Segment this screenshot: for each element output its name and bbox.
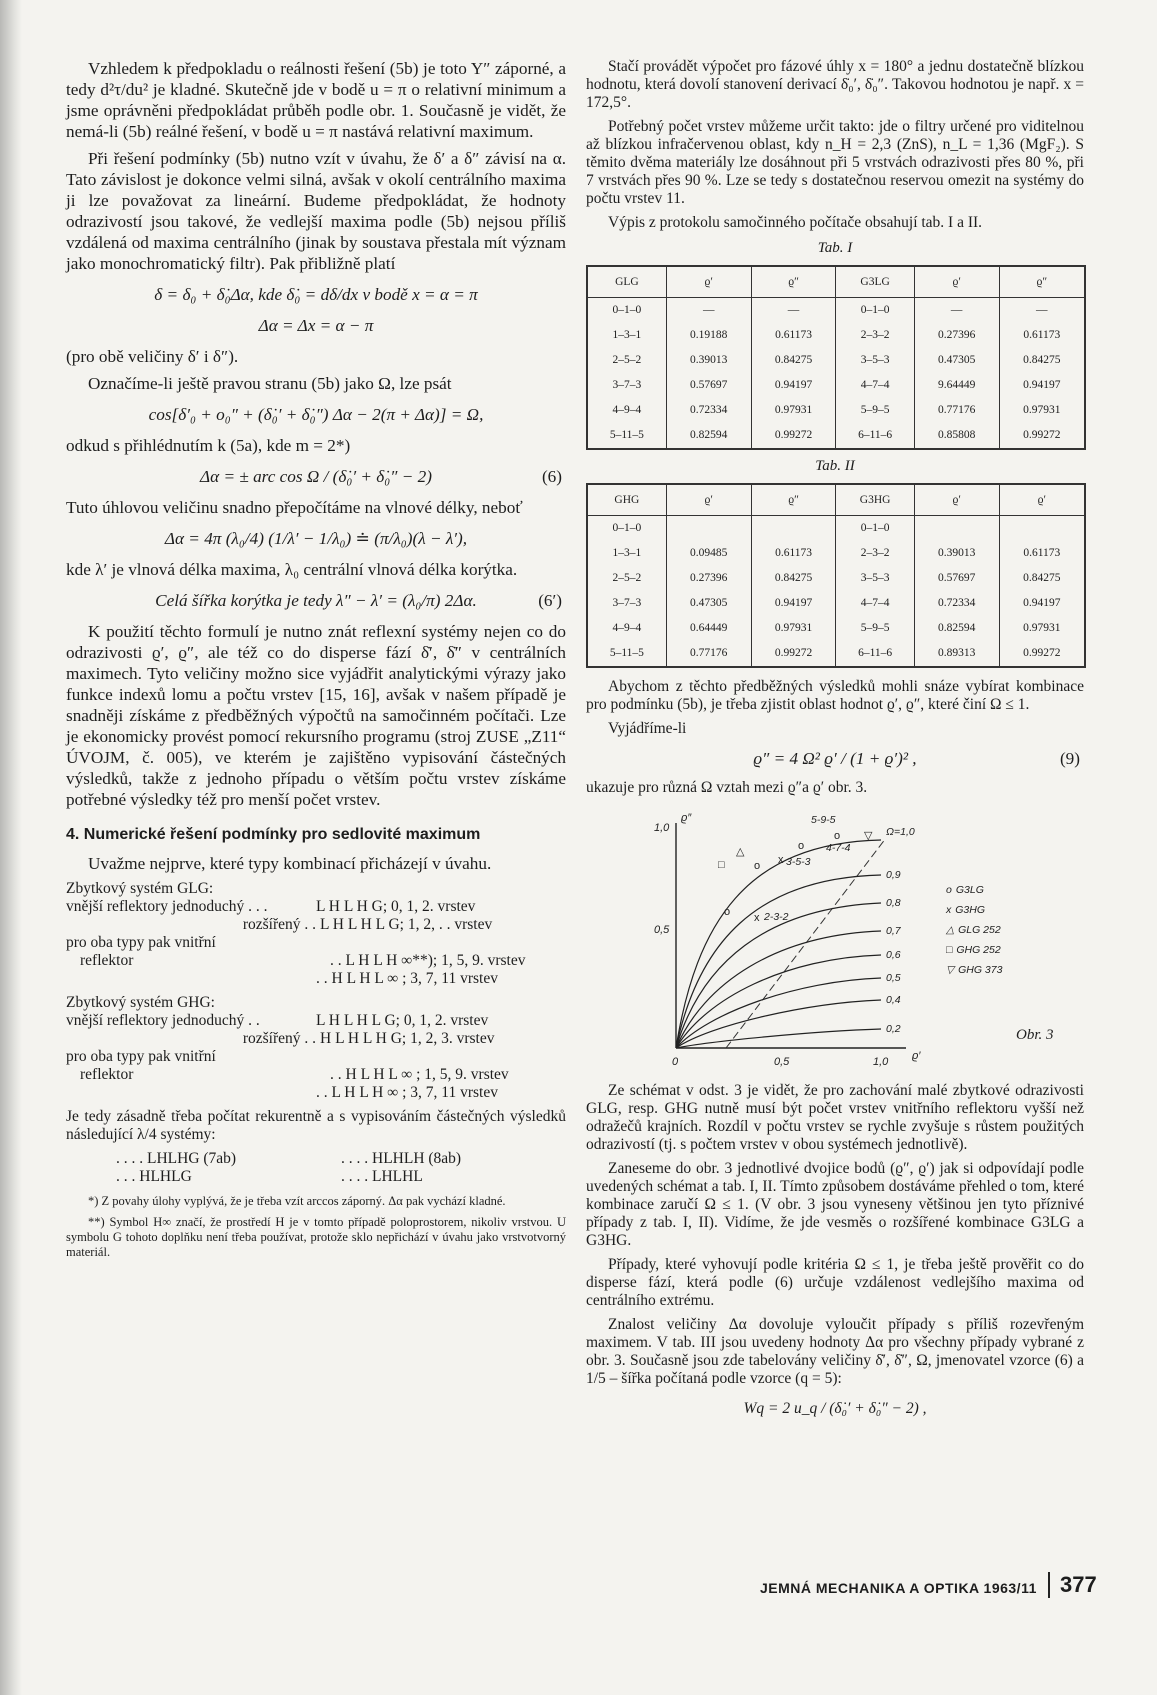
paragraph: Ze schémat v odst. 3 je vidět, že pro zachování malé zbytkové odrazivosti GLG, resp. GHG nutně musí být počet vrstev vnitřního reflektoru vyšší než odražečů krajních. Rozdíl v počtu vrstev se rychle zvyšuje s růstem použitých odrazivostí (tj. s počtem vrstev v obou systémech jednotlivě). [586, 1082, 1084, 1153]
paragraph: Tuto úhlovou veličinu snadno přepočítáme na vlnové délky, neboť [66, 498, 523, 517]
table-header-cell: ϱ′ [666, 484, 751, 516]
table-cell: 0.97931 [751, 616, 836, 641]
combo-label [66, 970, 316, 988]
table-cell: 0.09485 [666, 541, 751, 566]
combo-label: pro oba typy pak vnitřní [66, 1048, 216, 1065]
legend-label: GHG 373 [958, 964, 1003, 976]
table-cell: 0.84275 [751, 566, 836, 591]
svg-text:△GLG 252 [945, 924, 1001, 936]
omega-label: 0,9 [886, 869, 901, 881]
equation: Δα = 4π (λ₀/4) (1/λ′ − 1/λ₀) ≐ (π/λ₀)(λ − λ′), [164, 529, 468, 548]
table-cell: 0.47305 [914, 348, 999, 373]
table-cell: 0.99272 [751, 423, 836, 449]
x-tick-label: 0,5 [774, 1056, 790, 1068]
legend-symbol: □ [946, 944, 953, 956]
y-tick-label: 0,5 [654, 924, 670, 936]
table-cell: 0–1–0 [587, 516, 666, 542]
equation-number: (6) [541, 467, 562, 486]
figure-3 [586, 803, 1084, 1078]
paragraph: Při řešení podmínky (5b) nutno vzít v úvahu, že δ′ a δ″ závisí na α. Tato závislost je dokonce velmi silná, avšak v okolí centrálního maxima ji lze považovat za lineární. Budeme předpokládat, že hodnoty odrazivostí jsou takové, že vedlejší maxima podle (5b) nejsou příliš vzdálená od maxima centrálního (jinak by soustava přestala mít význam jako monochromatický filtr). Pak přibližně platí [66, 149, 566, 273]
systems-list [66, 1150, 566, 1186]
equation-body: ϱ″ = 4 Ω² ϱ′ / (1 + ϱ′)² , [753, 749, 917, 768]
svg-text:o: o [754, 860, 761, 872]
svg-text:▽: ▽ [864, 830, 873, 842]
combo-label: vnější reflektory jednoduchý . . [66, 1012, 260, 1029]
table-cell: 0.99272 [999, 423, 1085, 449]
combo-row [66, 916, 566, 934]
svg-text:o: o [834, 830, 841, 842]
footnote: **) Symbol H∞ značí, že prostředí H je v tomto případě poloprostorem, nikoliv vrstvou. U symbolu G tohoto doplňku není třeba používat, protože sklo nepřichází v úvahu jako vrstvotvorný materiál. [66, 1215, 566, 1259]
system-item: . . . . HLHLH (8ab) [341, 1150, 462, 1167]
legend-label: GHG 252 [956, 944, 1001, 956]
equation: Wq = 2 u_q / (δ̇₀′ + δ̇₀″ − 2) , [743, 1400, 927, 1417]
table-row [587, 298, 1085, 324]
omega-label: Ω=1,0 [886, 826, 915, 838]
combo-value: . . L H L H ∞**); 1, 5, 9. vrstev [330, 952, 526, 969]
table-cell: 2–5–2 [587, 566, 666, 591]
table-cell: 1–3–1 [587, 323, 666, 348]
legend-symbol: △ [946, 924, 955, 936]
table-cell: 0.82594 [666, 423, 751, 449]
combo-row [66, 1012, 566, 1030]
figure-legend [945, 884, 1003, 976]
left-column [66, 58, 566, 1266]
x-tick-label: 0 [672, 1056, 679, 1068]
table-cell: 0.39013 [666, 348, 751, 373]
table-cell: — [999, 298, 1085, 324]
table-caption: Tab. II [815, 458, 855, 474]
ghg-combinations [66, 994, 566, 1102]
legend-label: G3HG [955, 904, 986, 916]
combo-value [316, 934, 566, 952]
table-cell: 2–3–2 [836, 541, 914, 566]
table-cell: 0.27396 [914, 323, 999, 348]
equation-body: Celá šířka korýtka je tedy λ″ − λ′ = (λ₀/π) 2Δα. [155, 591, 477, 610]
table-row [587, 516, 1085, 542]
table-cell: 0–1–0 [836, 516, 914, 542]
paragraph: odkud s přihlédnutím k (5a), kde m = 2*) [66, 436, 351, 455]
table-cell: 0.57697 [666, 373, 751, 398]
combo-row [66, 1030, 566, 1048]
omega-label: 0,5 [886, 972, 901, 984]
table-cell [666, 516, 751, 542]
table-cell: 0.77176 [666, 641, 751, 667]
svg-text:xG3HG [945, 904, 985, 916]
table-cell: 4–7–4 [836, 373, 914, 398]
paragraph: Stačí provádět výpočet pro fázové úhly x = 180° a jednu dostatečně blízkou hodnotu, která dovolí stanovení derivací δ̇₀′, δ̇₀″. Takovou hodnotou je např. x = 172,5°. [586, 58, 1084, 111]
paragraph: (pro obě veličiny δ′ i δ″). [66, 347, 239, 366]
table-row [587, 323, 1085, 348]
table-cell: 3–7–3 [587, 373, 666, 398]
paragraph: kde λ′ je vlnová délka maxima, λ₀ centrální vlnová délka korýtka. [66, 560, 518, 579]
combo-value: L H L H G; 0, 1, 2. vrstev [316, 898, 476, 915]
table-cell: 0.99272 [751, 641, 836, 667]
table-cell: 2–3–2 [836, 323, 914, 348]
omega-label: 0,7 [886, 925, 901, 937]
table-cell: — [914, 298, 999, 324]
table-cell: 2–5–2 [587, 348, 666, 373]
table-header-cell: ϱ′ [914, 484, 999, 516]
table-cell [751, 516, 836, 542]
table-cell: 0.82594 [914, 616, 999, 641]
table-row [587, 348, 1085, 373]
system-item: . . . . LHLHG (7ab) [116, 1150, 237, 1167]
combo-label: reflektor [80, 952, 134, 969]
table-header-cell: G3HG [836, 484, 914, 516]
paragraph: Je tedy zásadně třeba počítat rekurentně a s vypisováním částečných výsledků následující λ/4 systémy: [66, 1108, 566, 1143]
legend-symbol: ▽ [946, 964, 955, 976]
equation-9 [586, 748, 1084, 769]
y-axis-label: ϱ″ [681, 812, 692, 824]
table-header-cell: ϱ″ [751, 484, 836, 516]
table-cell: 0.97931 [999, 616, 1085, 641]
table-2 [586, 483, 1086, 668]
combo-row [66, 1084, 566, 1102]
combo-label: reflektor [80, 1066, 134, 1083]
combo-label: rozšířený . . [242, 1030, 316, 1047]
table-cell: 0.72334 [914, 591, 999, 616]
table-cell: 5–9–5 [836, 398, 914, 423]
combo-value: L H L H L G; 1, 2, . . vrstev [320, 916, 493, 933]
table-cell: 4–9–4 [587, 616, 666, 641]
svg-text:o: o [724, 906, 731, 918]
combo-value [316, 1048, 566, 1066]
omega-label: 0,4 [886, 994, 901, 1006]
equation: cos[δ′₀ + o₀″ + (δ̇₀′ + δ̇₀″) Δα − 2(π + Δα)] = Ω, [148, 405, 484, 424]
table-cell: 4–9–4 [587, 398, 666, 423]
equation: Δα = Δx = α − π [258, 316, 374, 335]
table-cell [999, 516, 1085, 542]
y-tick-label: 1,0 [654, 822, 670, 834]
combo-row [66, 934, 566, 952]
paragraph: ukazuje pro různá Ω vztah mezi ϱ″a ϱ′ obr. 3. [586, 779, 868, 796]
table-cell: 0.97931 [999, 398, 1085, 423]
paragraph: Zaneseme do obr. 3 jednotlivé dvojice bodů (ϱ″, ϱ′) jak si odpovídají podle uvedených schémat a tab. I, II. Tímto způsobem dostáváme přehled o tom, které kombinace zaručí Ω ≤ 1. (V obr. 3 jsou vyneseny většinou jen tyto příznivé případy z tab. I, II). Vidíme, že jde vesměs o rozšířené kombinace G3LG a G3HG. [586, 1160, 1084, 1249]
table-cell: 0.84275 [999, 566, 1085, 591]
table-cell: 5–9–5 [836, 616, 914, 641]
equation-body: Δα = ± arc cos Ω / (δ̇₀′ + δ̇₀″ − 2) [200, 467, 432, 486]
combo-row [66, 898, 566, 916]
table-header-cell: ϱ′ [666, 266, 751, 298]
combo-row [66, 1066, 566, 1084]
table-row [587, 566, 1085, 591]
point-label: 5-9-5 [811, 814, 836, 826]
combo-value: . . H L H L ∞ ; 1, 5, 9. vrstev [330, 1066, 509, 1083]
table-cell: 0.19188 [666, 323, 751, 348]
figure-3-graph [586, 803, 1084, 1073]
table-cell: — [666, 298, 751, 324]
table-header-row [587, 484, 1085, 516]
table-cell: 0.64449 [666, 616, 751, 641]
table-cell: 0.94197 [751, 373, 836, 398]
table-cell: 0.47305 [666, 591, 751, 616]
axis-text [654, 812, 921, 1068]
paragraph: Výpis z protokolu samočinného počítače obsahují tab. I a II. [608, 214, 983, 231]
table-cell: 0.77176 [914, 398, 999, 423]
svg-text:□GHG 252 [946, 944, 1001, 956]
table-1 [586, 265, 1086, 450]
glg-title: Zbytkový systém GLG: [66, 880, 214, 897]
omega-label: 0,6 [886, 949, 901, 961]
omega-label: 0,8 [886, 897, 901, 909]
table-header-cell: ϱ′ [999, 484, 1085, 516]
table-cell: 3–5–3 [836, 566, 914, 591]
combo-label [66, 1084, 316, 1102]
point-label: 2-3-2 [764, 911, 789, 923]
svg-text:o: o [798, 840, 805, 852]
table-cell: 0.94197 [999, 591, 1085, 616]
footnote: *) Z povahy úlohy vyplývá, že je třeba vzít arccos záporný. Δα pak vychází kladné. [88, 1194, 506, 1208]
right-column [586, 58, 1084, 1429]
svg-text:x: x [778, 854, 784, 866]
combo-value: H L H L H G; 1, 2, 3. vrstev [320, 1030, 495, 1047]
legend-label: G3LG [955, 884, 984, 896]
table-header-cell: ϱ″ [751, 266, 836, 298]
table-row [587, 541, 1085, 566]
paragraph: Uvažme nejprve, které typy kombinací přicházejí v úvahu. [88, 854, 492, 873]
combo-row [66, 970, 566, 988]
table-cell: 0.94197 [999, 373, 1085, 398]
table-cell: — [751, 298, 836, 324]
table-cell: 0.94197 [751, 591, 836, 616]
equation-6 [66, 466, 566, 487]
table-cell: 0.85808 [914, 423, 999, 449]
point-label: 4-7-4 [826, 842, 851, 854]
table-cell: 0.99272 [999, 641, 1085, 667]
legend-symbol: o [946, 884, 952, 896]
glg-combinations [66, 880, 566, 988]
table-row [587, 398, 1085, 423]
page-number: 377 [1048, 1572, 1097, 1598]
paragraph: Znalost veličiny Δα dovoluje vyloučit případy s příliš rozevřeným maximem. V tab. III jsou uvedeny hodnoty Δα pro všechny případy vybrané z obr. 3. Současně jsou zde tabelovány veličiny δ̇′, δ̇″, Ω, jmenovatel vzorce (6) a 1/5 – šířka počítaná podle vzorce (q = 5): [586, 1316, 1084, 1387]
x-axis-label: ϱ′ [912, 1050, 921, 1062]
ghg-title: Zbytkový systém GHG: [66, 994, 215, 1011]
legend-label: GLG 252 [958, 924, 1001, 936]
table-row [587, 373, 1085, 398]
paragraph: Případy, které vyhovují podle kritéria Ω ≤ 1, je třeba ještě prověřit co do disperse fází, která podle (6) určuje vzdálenost vedlejšího maxima od centrálního extrému. [586, 1256, 1084, 1309]
table-row [587, 641, 1085, 667]
table-caption: Tab. I [817, 240, 853, 256]
table-header-cell: GHG [587, 484, 666, 516]
table-header-cell: ϱ′ [914, 266, 999, 298]
table-cell: 3–7–3 [587, 591, 666, 616]
table-cell: 6–11–6 [836, 641, 914, 667]
table-cell: 5–11–5 [587, 423, 666, 449]
table-cell [914, 516, 999, 542]
table-row [587, 616, 1085, 641]
equation: δ = δ₀ + δ̇₀Δα, kde δ̇₀ = dδ/dx v bodě x = α = π [154, 285, 478, 304]
paragraph: Abychom z těchto předběžných výsledků mohli snáze vybírat kombinace pro podmínku (5b), je třeba zjistit oblast hodnot ϱ′, ϱ″, které činí Ω ≤ 1. [586, 678, 1084, 713]
table-cell: 0–1–0 [836, 298, 914, 324]
table-cell: 0.89313 [914, 641, 999, 667]
section-heading: 4. Numerické řešení podmínky pro sedlovité maximum [66, 826, 481, 843]
x-tick-label: 1,0 [873, 1056, 889, 1068]
page-spine-shadow [0, 0, 22, 1695]
combo-label: rozšířený . . [242, 916, 316, 933]
table-header-cell: G3LG [836, 266, 914, 298]
paragraph: Potřebný počet vrstev můžeme určit takto: jde o filtry určené pro viditelnou až blízkou infračervenou oblast, kdy n_H = 2,3 (ZnS), n_L = 1,36 (MgF₂). S těmito dvěma materiály lze dosáhnout při 5 vrstvách odrazivosti přes 80 %, při 7 vrstvách přes 90 %. Lze se tedy s dostatečnou reservou omezit na systémy do počtu vrstev 11. [586, 118, 1084, 207]
combo-row [66, 1048, 566, 1066]
system-item: . . . . LHLHL [341, 1168, 423, 1185]
table-cell: 0.57697 [914, 566, 999, 591]
table-header-cell: ϱ″ [999, 266, 1085, 298]
table-cell: 0.84275 [999, 348, 1085, 373]
equation-6-prime [66, 590, 566, 611]
table-cell: 6–11–6 [836, 423, 914, 449]
table-row [587, 423, 1085, 449]
table-cell: 5–11–5 [587, 641, 666, 667]
svg-text:△: △ [736, 846, 745, 858]
table-row [587, 591, 1085, 616]
table-cell: 0.27396 [666, 566, 751, 591]
table-cell: 4–7–4 [836, 591, 914, 616]
svg-text:x: x [754, 912, 760, 924]
table-cell: 0.84275 [751, 348, 836, 373]
paragraph: Vzhledem k předpokladu o reálnosti řešení (5b) je toto Y″ záporné, a tedy d²τ/du² je kladné. Skutečně jde v bodě u = π o relativní minimum a jsme oprávněni předpokládat průběh podle obr. 1. Současně je vidět, že nemá-li (5b) reálné řešení, v bodě u = π nastává relativní maximum. [66, 59, 566, 141]
figure-caption: Obr. 3 [1016, 1027, 1054, 1043]
legend-symbol: x [946, 904, 952, 916]
svg-text:oG3LG [946, 884, 984, 896]
paragraph: Označíme-li ještě pravou stranu (5b) jako Ω, lze psát [88, 374, 452, 393]
omega-label: 0,2 [886, 1023, 901, 1035]
table-cell: 0–1–0 [587, 298, 666, 324]
equation-number: (6′) [538, 591, 562, 610]
table-header-row [587, 266, 1085, 298]
combo-value: . . L H L H ∞ ; 3, 7, 11 vrstev [316, 1084, 498, 1101]
table-cell: 0.61173 [999, 541, 1085, 566]
table-cell: 0.61173 [751, 541, 836, 566]
system-item: . . . HLHLG [116, 1168, 192, 1185]
combo-value: L H L H L G; 0, 1, 2. vrstev [316, 1012, 489, 1029]
paragraph: Vyjádříme-li [608, 720, 687, 737]
table-cell: 0.61173 [999, 323, 1085, 348]
combo-row [66, 952, 566, 970]
svg-text:□: □ [718, 859, 725, 871]
table-cell: 9.64449 [914, 373, 999, 398]
table-cell: 0.72334 [666, 398, 751, 423]
svg-text:▽GHG 373 [946, 964, 1003, 976]
point-label: 3-5-3 [786, 856, 811, 868]
omega-labels [886, 826, 915, 1035]
combo-label: vnější reflektory jednoduchý . . . [66, 898, 268, 915]
combo-label: pro oba typy pak vnitřní [66, 934, 216, 951]
combo-value: . . H L H L ∞ ; 3, 7, 11 vrstev [316, 970, 498, 987]
equation-number: (9) [1059, 749, 1080, 768]
omega-curves [676, 840, 881, 1048]
paragraph: K použití těchto formulí je nutno znát reflexní systémy nejen co do odrazivosti ϱ′, ϱ″, ale též co do disperse fází δ̇′, δ̇″ v centrálních maximech. Tyto veličiny možno sice vyjádřit analytickými výrazy jako funkce indexů lomu a počtu vrstev [15, 16], avšak v našem případě je snadněji získáme z předběžných výpočtů na samočinném počítači. Lze je ekonomicky provést pomocí rekursního programu (stroj ZUSE „Z11“ ÚVOJM, č. 005), ve kterém je zajištěno vypisování částečných výsledků, takže z jednoho případu o větším počtu vrstev získáme potřebné výsledky též pro menší počet vrstev. [66, 622, 566, 809]
table-cell: 0.39013 [914, 541, 999, 566]
table-cell: 3–5–3 [836, 348, 914, 373]
table-cell: 0.61173 [751, 323, 836, 348]
journal-footer: JEMNÁ MECHANIKA A OPTIKA 1963/11 [760, 1580, 1037, 1596]
table-cell: 0.97931 [751, 398, 836, 423]
table-header-cell: GLG [587, 266, 666, 298]
table-cell: 1–3–1 [587, 541, 666, 566]
